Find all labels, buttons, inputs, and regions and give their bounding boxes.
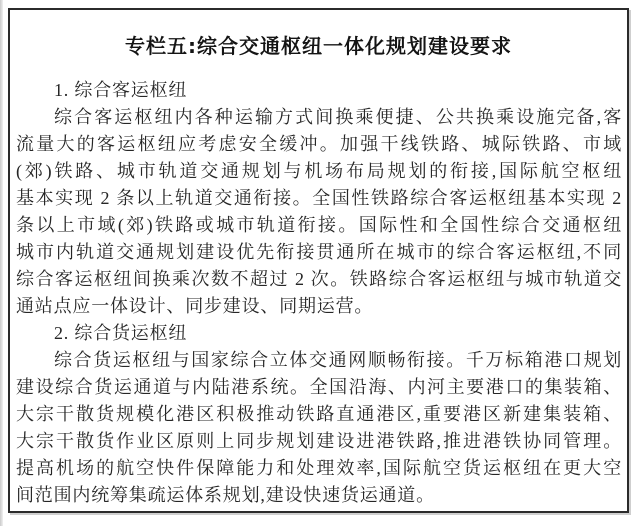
text-line: 综合货运枢纽与国家综合立体交通网顺畅衔接。千万标箱港口规划	[54, 350, 622, 370]
text-line: 综合客运枢纽内各种运输方式间换乘便捷、公共换乘设施完备,客	[54, 107, 622, 127]
text-line: 提高机场的航空快件保障能力和处理效率,国际航空货运枢纽在更大空	[16, 458, 622, 478]
text-line: 建设综合货运通道与内陆港系统。全国沿海、内河主要港口的集装箱、	[16, 377, 622, 397]
text-line: 大宗干散货规模化港区积极推动铁路直通港区,重要港区新建集装箱、	[16, 404, 622, 424]
text-line: 综合客运枢纽间换乘次数不超过 2 次。铁路综合客运枢纽与城市轨道交	[16, 269, 622, 289]
scan-edge-artifact	[0, 0, 3, 526]
column-box-panel	[8, 8, 629, 513]
text-line: 通站点应一体设计、同步建设、同期运营。	[16, 296, 374, 316]
panel-title: 专栏五:综合交通枢纽一体化规划建设要求	[125, 34, 512, 58]
text-line: 基本实现 2 条以上轨道交通衔接。全国性铁路综合客运枢纽基本实现 2	[16, 188, 622, 208]
section-heading-passenger-hub: 1. 综合客运枢纽	[54, 80, 188, 100]
section-heading-freight-hub: 2. 综合货运枢纽	[54, 323, 188, 343]
text-line: (郊)铁路、城市轨道交通规划与机场布局规划的衔接,国际航空枢纽	[16, 161, 622, 181]
text-line: 大宗干散货作业区原则上同步规划建设进港铁路,推进港铁协同管理。	[16, 431, 622, 451]
text-line: 间范围内统筹集疏运体系规划,建设快速货运通道。	[16, 485, 435, 505]
text-line: 流量大的客运枢纽应考虑安全缓冲。加强干线铁路、城际铁路、市域	[16, 134, 622, 154]
text-line: 条以上市域(郊)铁路或城市轨道衔接。国际性和全国性综合交通枢纽	[16, 215, 622, 235]
text-line: 城市内轨道交通规划建设优先衔接贯通所在城市的综合客运枢纽,不同	[16, 242, 622, 262]
